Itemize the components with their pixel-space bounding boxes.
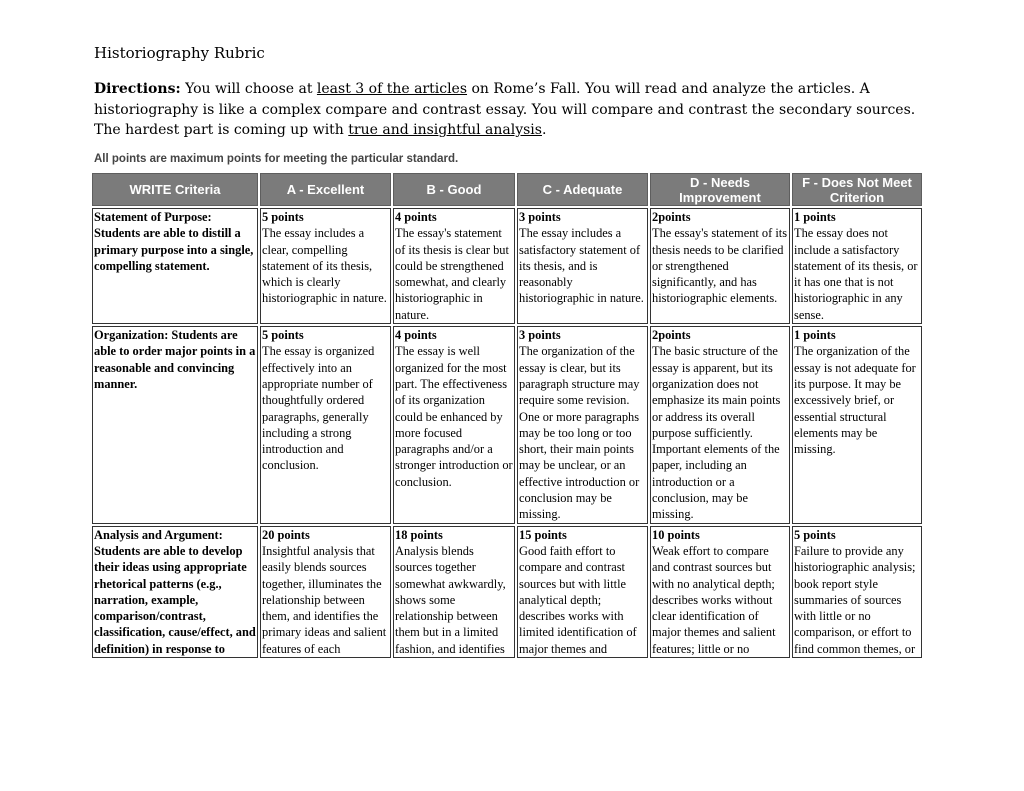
grade-description: The essay's statement of its thesis needs to be clarified or strengthened significantly, and has historiographic elements. [652,226,788,306]
grade-cell-b [393,326,515,524]
document-title: Historiography Rubric [94,44,265,62]
points-label: 1 points [794,210,836,224]
directions-label: Directions: [94,81,181,97]
points-label: 20 points [262,527,310,542]
rubric-row-purpose [92,208,922,324]
criterion-cell: Organization: Students are able to order major points in a reasonable and convincing manner. [92,326,258,524]
grade-description: The essay does not include a satisfactory statement of its thesis, or it has one that is not historiographic in any sense. [794,226,918,322]
grade-description: The essay is organized effectively into an appropriate number of thoughtfully ordered paragraphs, generally including a strong introduction and conclusion. [262,344,375,473]
points-label: 4 points [395,328,437,343]
grade-cell-f [792,208,922,324]
points-label: 4 points [395,210,437,224]
points-note: All points are maximum points for meeting the particular standard. [94,153,459,165]
header-grade-d: D - Needs Improvement [650,173,790,206]
grade-description: The organization of the essay is not adequate for its purpose. It may be excessively brief, or essential structural elements may be missing. [794,344,916,457]
grade-description: The basic structure of the essay is apparent, but its organization does not emphasize its main points or address its overall purpose sufficiently. Important elements of the paper, including an introduction or a conclusion, may be missing. [652,344,781,522]
points-label: 15 points [519,527,567,542]
grade-cell-d [650,208,790,324]
grade-cell-f [792,326,922,524]
points-label: 3 points [519,210,561,224]
points-label: 5 points [262,210,304,224]
grade-description: The essay includes a satisfactory statement of its thesis, and is reasonably historiographic in nature. [519,226,644,306]
grade-cell-d [650,326,790,524]
points-label: 18 points [395,527,443,542]
grade-description: The essay's statement of its thesis is clear but could be strengthened somewhat, and clearly historiographic in nature. [395,226,509,322]
directions-text-1: You will choose at [180,81,317,97]
grade-description: Analysis blends sources together somewhat awkwardly, shows some relationship between them but in a limited fashion, and identifies [395,543,506,656]
grade-cell-b [393,526,515,658]
directions-text-3: . [541,122,547,138]
rubric-header-row [92,173,922,206]
directions-text-2: on Rome’s Fall. You will read and analyze the articles. A historiography is like a complex compare and contrast essay. You will compare and contrast the secondary sources. The hardest part is coming up with [94,81,916,138]
directions-underline-articles: least 3 of the articles [316,81,468,97]
criterion-cell: Statement of Purpose: Students are able to distill a primary purpose into a single, compelling statement. [92,208,258,324]
points-label: 10 points [652,527,700,542]
grade-cell-b [393,208,515,324]
grade-cell-c [517,208,648,324]
header-grade-c: C - Adequate [517,173,648,206]
rubric-table-container [90,171,926,664]
directions-underline-analysis: true and insightful analysis [348,122,542,138]
grade-cell-c [517,326,648,524]
header-grade-b: B - Good [393,173,515,206]
points-label: 2points [652,328,691,343]
grade-cell-a [260,326,391,524]
grade-cell-a [260,208,391,324]
header-criteria: WRITE Criteria [92,173,258,206]
points-label: 5 points [262,328,304,343]
directions-paragraph [94,79,932,141]
header-grade-a: A - Excellent [260,173,391,206]
grade-cell-a [260,526,391,658]
grade-description: Good faith effort to compare and contrast sources but with little analytical depth; describes works with limited identification of major themes and [519,543,637,656]
grade-description: The essay includes a clear, compelling statement of its thesis, which is clearly historiographic in nature. [262,226,387,306]
criterion-cell: Analysis and Argument: Students are able to develop their ideas using appropriate rhetorical patterns (e.g., narration, example, comparison/contrast, classification, cause/effect, and definition) in response to [92,526,258,658]
grade-description: The essay is well organized for the most part. The effectiveness of its organization could be enhanced by more focused paragraphs and/or a stronger introduction or conclusion. [395,344,513,489]
grade-cell-c [517,526,648,658]
points-label: 5 points [794,527,836,542]
rubric-row-organization [92,326,922,524]
rubric-table [90,171,924,660]
grade-cell-d [650,526,790,658]
points-label: 3 points [519,328,561,343]
grade-description: The organization of the essay is clear, but its paragraph structure may require some revision. One or more paragraphs may be too long or too short, their main points may be unclear, or an effective introduction or conclusion may be missing. [519,344,640,522]
points-label: 2points [652,210,691,224]
grade-cell-f [792,526,922,658]
grade-description: Failure to provide any historiographic analysis; book report style summaries of sources with little or no comparison, or effort to find common themes, or [794,543,916,656]
grade-description: Weak effort to compare and contrast sources but with no analytical depth; describes works without clear identification of major themes and salient features; little or no [652,543,776,656]
points-label: 1 points [794,328,836,343]
rubric-row-analysis [92,526,922,658]
grade-description: Insightful analysis that easily blends sources together, illuminates the relationship between them, and identifies the primary ideas and salient features of each [262,543,387,656]
header-grade-f: F - Does Not Meet Criterion [792,173,922,206]
